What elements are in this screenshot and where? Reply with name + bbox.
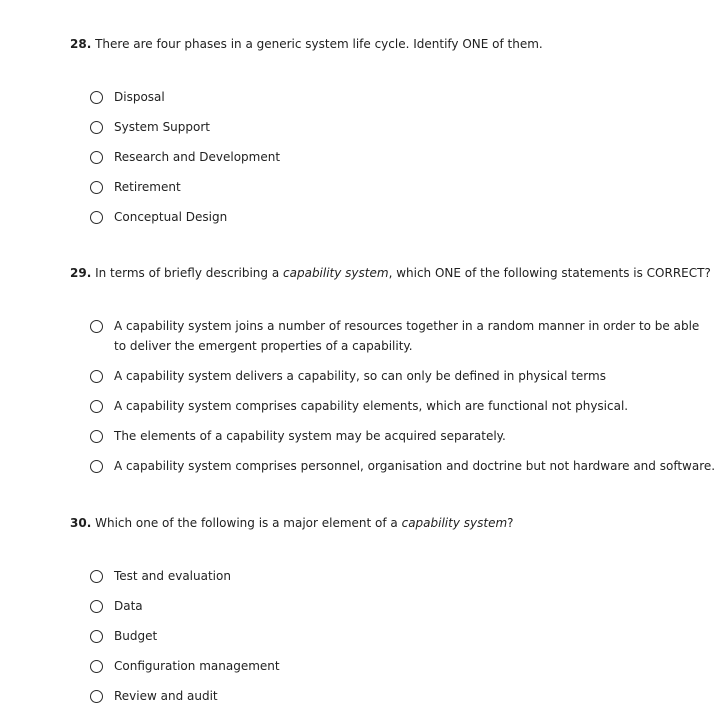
q28-option-disposal[interactable] (90, 90, 165, 107)
question-text-emphasis: capability system (283, 266, 389, 280)
radio-button[interactable] (90, 181, 103, 194)
option-label[interactable]: Data (114, 599, 143, 613)
option-label[interactable]: A capability system comprises capability elements, which are functional not physical. (114, 399, 629, 413)
option-label[interactable]: A capability system comprises personnel, organisation and doctrine but not hardware and software. (114, 459, 716, 473)
q30-option-budget[interactable] (90, 629, 157, 646)
option-label[interactable]: Budget (114, 629, 158, 643)
radio-button[interactable] (90, 430, 103, 443)
q29-option-5[interactable] (90, 459, 715, 476)
radio-button[interactable] (90, 151, 103, 164)
radio-button[interactable] (90, 690, 103, 703)
radio-button[interactable] (90, 370, 103, 383)
option-label[interactable]: System Support (114, 120, 210, 134)
q30-option-configuration-management[interactable] (90, 659, 280, 676)
question-number: 28. (70, 37, 92, 51)
q28-option-system-support[interactable] (90, 120, 210, 137)
q28-option-retirement[interactable] (90, 180, 181, 197)
option-label[interactable]: Review and audit (114, 689, 218, 703)
question-28-prompt (70, 36, 710, 52)
option-label[interactable]: Disposal (114, 90, 165, 104)
option-label[interactable]: Test and evaluation (114, 569, 231, 583)
radio-button[interactable] (90, 660, 103, 673)
question-30-prompt (70, 515, 710, 531)
q29-option-4[interactable] (90, 429, 506, 446)
question-text-before: Which one of the following is a major element of a (95, 516, 402, 530)
question-28 (70, 36, 710, 224)
radio-button[interactable] (90, 211, 103, 224)
option-label[interactable]: Research and Development (114, 150, 281, 164)
option-label[interactable]: A capability system delivers a capability, so can only be defined in physical terms (114, 369, 606, 383)
question-text-emphasis: capability system (401, 516, 508, 530)
question-text-after: ? (507, 516, 514, 530)
q30-option-review-audit[interactable] (90, 689, 218, 706)
question-29-prompt (70, 265, 710, 281)
radio-button[interactable] (90, 570, 103, 583)
radio-button[interactable] (90, 460, 103, 473)
q28-option-conceptual-design[interactable] (90, 210, 227, 227)
q30-option-data[interactable] (90, 599, 143, 616)
radio-button[interactable] (90, 400, 103, 413)
q29-option-3[interactable] (90, 399, 628, 416)
q28-option-research-development[interactable] (90, 150, 280, 167)
question-number: 30. (70, 516, 92, 530)
q29-option-1[interactable] (90, 319, 704, 356)
question-29 (70, 265, 716, 473)
q30-option-test-evaluation[interactable] (90, 569, 231, 586)
question-text: There are four phases in a generic system life cycle. Identify ONE of them. (95, 37, 543, 51)
radio-button[interactable] (90, 600, 103, 613)
radio-button[interactable] (90, 91, 103, 104)
question-number: 29. (70, 266, 92, 280)
radio-button[interactable] (90, 630, 103, 643)
option-label[interactable]: The elements of a capability system may be acquired separately. (114, 429, 506, 443)
question-text-after: , which ONE of the following statements is CORRECT? (388, 266, 711, 280)
q29-option-2[interactable] (90, 369, 606, 386)
option-label[interactable]: A capability system joins a number of resources together in a random manner in order to be able to deliver the emergent properties of a capability. (114, 319, 700, 353)
radio-button[interactable] (90, 121, 103, 134)
question-30 (70, 515, 710, 703)
option-label[interactable]: Conceptual Design (114, 210, 228, 224)
option-label[interactable]: Retirement (114, 180, 181, 194)
question-text-before: In terms of briefly describing a (95, 266, 284, 280)
radio-button[interactable] (90, 320, 103, 333)
option-label[interactable]: Configuration management (114, 659, 280, 673)
